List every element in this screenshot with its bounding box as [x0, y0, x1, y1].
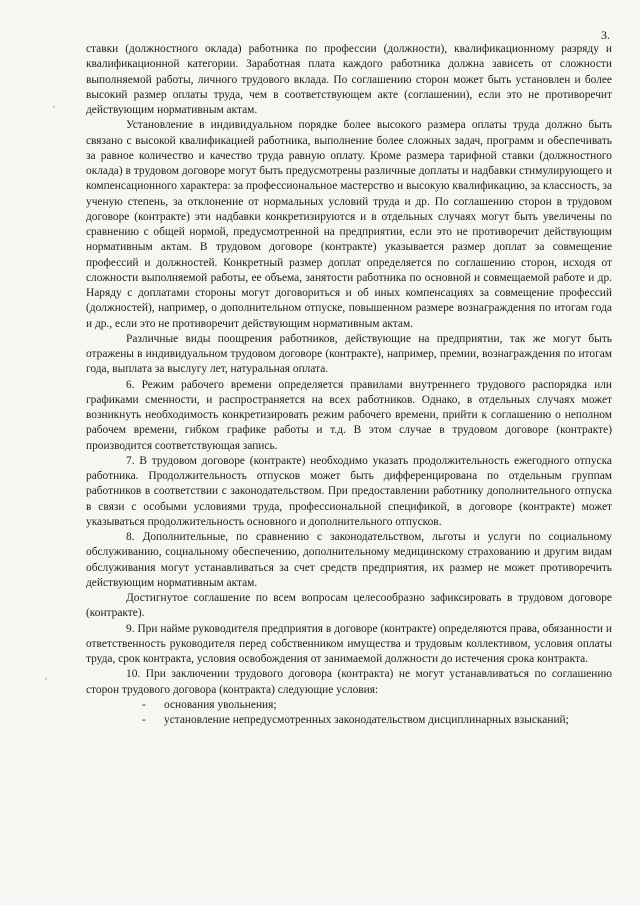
paragraph-agreement: Достигнутое соглашение по всем вопросам целесообразно зафиксировать в трудовом договоре (контракте). [86, 592, 612, 620]
paragraph-working-time: 6. Режим рабочего времени определяется правилами внутреннего трудового распорядка или графиками сменности, и распространяется на всех работников. Однако, в отдельных случаях может возникнуть необходимость конкретизировать режим рабочего времени, прийти к соглашению о неполном рабочем времени, гибком графике работы и т.д. В этом случае в трудовом договоре (контракте) производится соответствующая запись. [86, 378, 612, 452]
paragraph-benefits: 8. Дополнительные, по сравнению с законодательством, льготы и услуги по социальному обслуживанию, социальному обеспечению, дополнительному медицинскому страхованию и другим видам обслуживания могут устанавливаться за счет средств предприятия, их размер не может противоречить действующим нормативным актам. [86, 531, 612, 589]
page-number: 3. [601, 28, 610, 42]
list-item: - установление непредусмотренных законодательством дисциплинарных взысканий; [142, 713, 612, 728]
paragraph-vacation: 7. В трудовом договоре (контракте) необходимо указать продолжительность ежегодного отпуска работника. Продолжительность отпусков может быть дифференцирована по отдельным группам работников в соответствии с законодательством. При предоставлении работнику дополнительного отпуска в связи с особыми условиями труда, профессиональной спецификой, в договоре (контракте) может указываться продолжительность основного и дополнительного отпусков. [86, 454, 612, 528]
list-item: - основания увольнения; [142, 698, 612, 713]
paragraph-pay-rate: ставки (должностного оклада) работника по профессии (должности), квалификационному разряду и квалификационной категории. Заработная плата каждого работника должна зависеть от сложности выполняемой работы, личного трудового вклада. По соглашению сторон может быть установлен и более высокий размер оплаты труда, чем в соответствующем акте (соглашении), если это не противоречит действующим нормативным актам. [86, 43, 612, 116]
margin-scan-mark: · [52, 100, 56, 114]
paragraph-director: 9. При найме руководителя предприятия в договоре (контракте) определяются права, обязанности и ответственность руководителя перед собственником имущества и трудовым коллективом, условия оплаты труда, срок контракта, условия освобождения от занимаемой должности до истечения срока контракта. [86, 622, 612, 665]
document-body [86, 42, 612, 728]
paragraph-prohibited-terms: 10. При заключении трудового договора (контракта) не могут устанавливаться по соглашению сторон трудового договора (контракта) следующие условия: [86, 668, 612, 696]
paragraph-individual-pay: Установление в индивидуальном порядке более высокого размера оплаты труда должно быть связано с высокой квалификацией работника, выполнение более сложных задач, программ и обеспечивать за равное количество и качество труда равную оплату. Кроме размера тарифной ставки (должностного оклада) в трудовом договоре могут быть предусмотрены различные доплаты и надбавки стимулирующего и компенсационного характера: за профессиональное мастерство и высокую квалификацию, за классность, за ученую степень, за отклонение от нормальных условий труда и др. По соглашению сторон в трудовом договоре (контракте) эти надбавки конкретизируются и в отдельных случаях могут быть увеличены по сравнению с общей нормой, предусмотренной на предприятии, если это не противоречит действующим нормативным актам. В трудовом договоре (контракте) указывается размер доплат за совмещение профессий и должностей. Конкретный размер доплат определяется по соглашению сторон, исходя от сложности выполняемой работы, ее объема, занятости работника по основной и совмещаемой работе и др. Наряду с доплатами стороны могут договориться и об иных компенсациях за совмещение профессий (должностей), например, о дополнительном отпуске, повышенном размере вознаграждения по итогам года и др., если это не противоречит действующим нормативным актам. [86, 119, 612, 330]
paragraph-incentives: Различные виды поощрения работников, действующие на предприятии, так же могут быть отражены в индивидуальном трудовом договоре (контракте), например, премии, вознаграждения по итогам года, выплата за выслугу лет, натуральная оплата. [86, 332, 612, 376]
margin-scan-mark: · [44, 672, 48, 686]
prohibited-terms-list [86, 698, 612, 729]
